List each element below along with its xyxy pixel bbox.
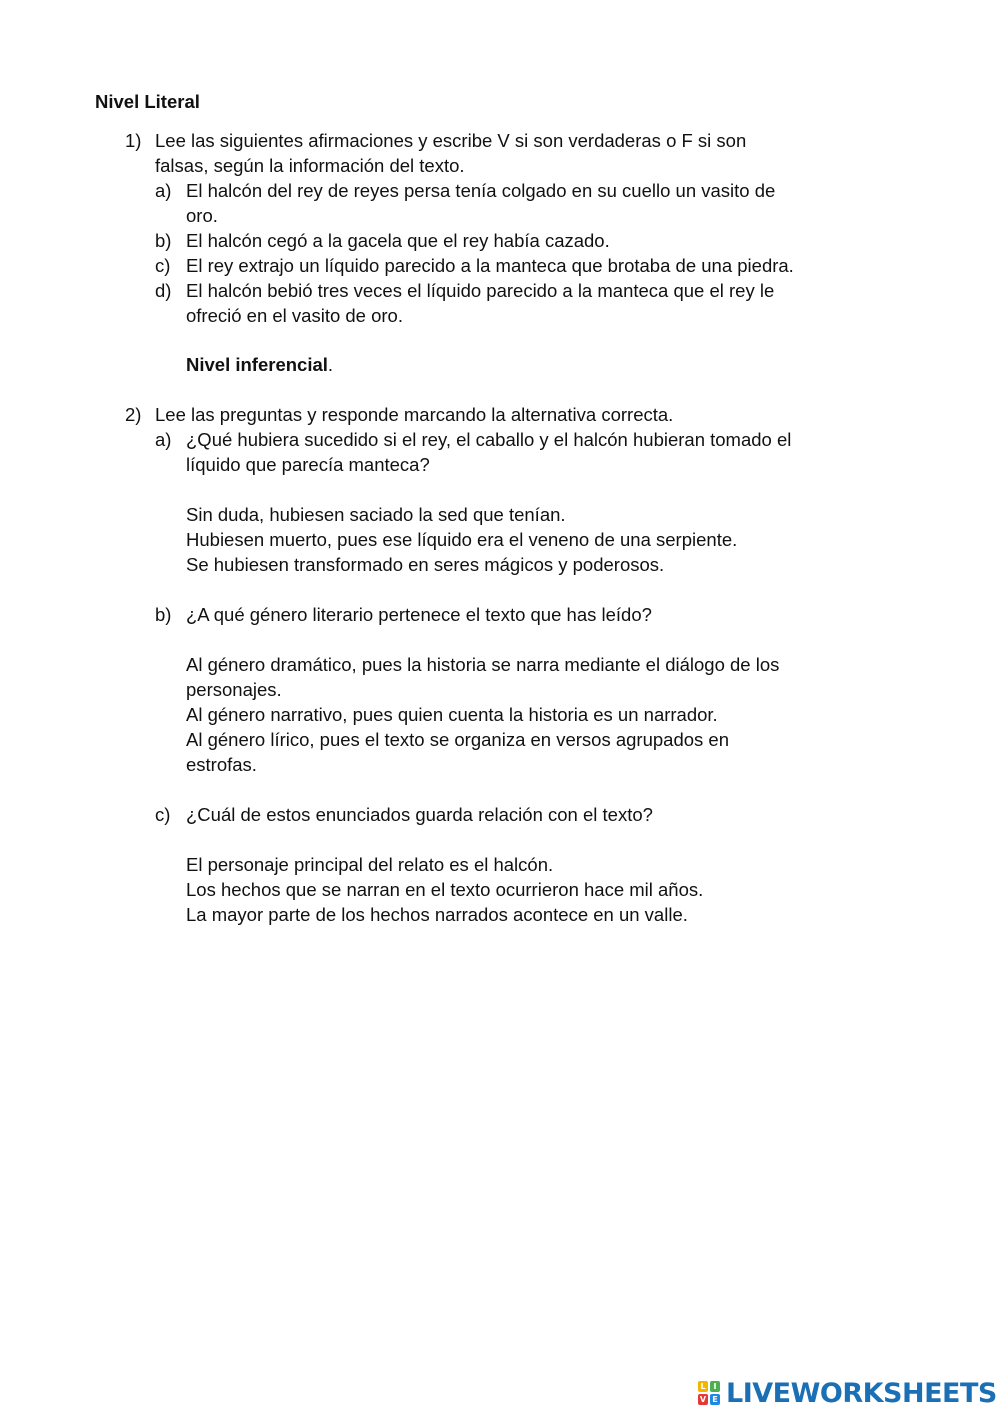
item-letter-d: d): [155, 280, 172, 301]
sub-question-b: ¿A qué género literario pertenece el texto que has leído?: [186, 604, 652, 625]
liveworksheets-logo-mark: [698, 1381, 722, 1407]
option-a3[interactable]: Se hubiesen transformado en seres mágicos y poderosos.: [186, 554, 665, 575]
statement-a-line1: El halcón del rey de reyes persa tenía colgado en su cuello un vasito de: [186, 180, 776, 201]
logo-mark-i: I: [710, 1381, 720, 1392]
option-c3[interactable]: La mayor parte de los hechos narrados acontece en un valle.: [186, 904, 688, 925]
question-number-1: 1): [125, 130, 142, 151]
option-b1-line2[interactable]: personajes.: [186, 679, 282, 700]
question-number-2: 2): [125, 404, 142, 425]
sub-question-letter-b: b): [155, 604, 172, 625]
item-letter-c: c): [155, 255, 171, 276]
question-1-prompt-line2: falsas, según la información del texto.: [155, 155, 465, 176]
option-b3-line2[interactable]: estrofas.: [186, 754, 257, 775]
sub-question-a-line1: ¿Qué hubiera sucedido si el rey, el caballo y el halcón hubieran tomado el: [186, 429, 792, 450]
liveworksheets-logo-text: LIVEWORKSHEETS: [726, 1378, 997, 1409]
section-heading-inferencial-wrap: [186, 352, 333, 377]
item-letter-a: a): [155, 180, 172, 201]
statement-d-line2: ofreció en el vasito de oro.: [186, 305, 403, 326]
option-a2[interactable]: Hubiesen muerto, pues ese líquido era el veneno de una serpiente.: [186, 529, 738, 550]
sub-question-letter-a: a): [155, 429, 172, 450]
section-heading-inferencial: Nivel inferencial: [186, 354, 328, 375]
question-2-prompt: Lee las preguntas y responde marcando la alternativa correcta.: [155, 404, 674, 425]
option-a1[interactable]: Sin duda, hubiesen saciado la sed que tenían.: [186, 504, 566, 525]
logo-mark-v: V: [699, 1395, 707, 1404]
section-heading-inferencial-period: .: [327, 354, 334, 375]
logo-mark-e: E: [710, 1394, 720, 1405]
statement-d-line1: El halcón bebió tres veces el líquido parecido a la manteca que el rey le: [186, 280, 775, 301]
question-1-prompt-line1: Lee las siguientes afirmaciones y escribe V si son verdaderas o F si son: [155, 130, 747, 151]
option-b1-line1[interactable]: Al género dramático, pues la historia se narra mediante el diálogo de los: [186, 654, 780, 675]
statement-a-line2: oro.: [186, 205, 218, 226]
statement-c: El rey extrajo un líquido parecido a la manteca que brotaba de una piedra.: [186, 255, 794, 276]
option-b3-line1[interactable]: Al género lírico, pues el texto se organiza en versos agrupados en: [186, 729, 729, 750]
item-letter-b: b): [155, 230, 172, 251]
liveworksheets-logo: [698, 1378, 997, 1410]
option-c2[interactable]: Los hechos que se narran en el texto ocurrieron hace mil años.: [186, 879, 704, 900]
section-heading-literal: Nivel Literal: [95, 91, 200, 112]
option-b2[interactable]: Al género narrativo, pues quien cuenta la historia es un narrador.: [186, 704, 718, 725]
sub-question-c: ¿Cuál de estos enunciados guarda relación con el texto?: [186, 804, 653, 825]
sub-question-letter-c: c): [155, 804, 171, 825]
option-c1[interactable]: El personaje principal del relato es el halcón.: [186, 854, 554, 875]
sub-question-a-line2: líquido que parecía manteca?: [186, 454, 430, 475]
statement-b: El halcón cegó a la gacela que el rey había cazado.: [186, 230, 610, 251]
logo-mark-l: L: [698, 1381, 708, 1392]
